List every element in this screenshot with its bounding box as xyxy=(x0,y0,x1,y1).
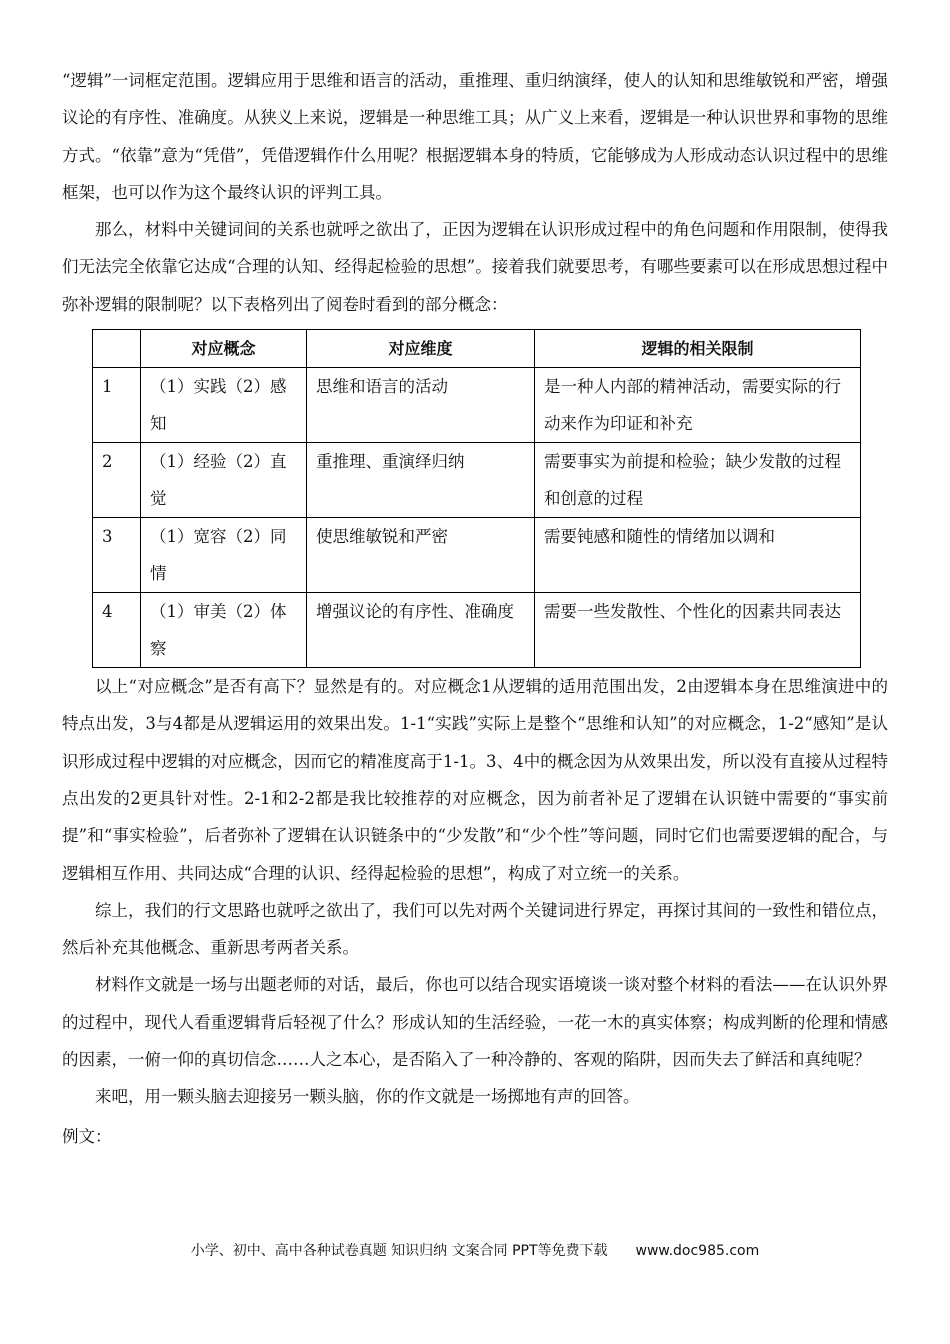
table-cell-limit: 需要钝感和随性的情绪加以调和 xyxy=(535,518,861,593)
table-row xyxy=(93,368,861,443)
concept-table xyxy=(92,329,861,668)
paragraph-concept-ranking: 以上“对应概念”是否有高下？显然是有的。对应概念1从逻辑的适用范围出发，2由逻辑本身在思维演进中的特点出发，3与4都是从逻辑运用的效果出发。1-1“实践”实际上是整个“思维和认知”的对应概念，1-2“感知”是认识形成过程中逻辑的对应概念，因而它的精准度高于1-1。3、4中的概念因为从效果出发，所以没有直接从过程特点出发的2更具针对性。2-1和2-2都是我比较推荐的对应概念，因为前者补足了逻辑在认识链中需要的“事实前提”和“事实检验”，后者弥补了逻辑在认识链条中的“少发散”和“少个性”等问题，同时它们也需要逻辑的配合，与逻辑相互作用、共同达成“合理的认识、经得起检验的思想”，构成了对立统一的关系。 xyxy=(62,677,888,883)
table-header-concept: 对应概念 xyxy=(141,330,307,368)
example-label: 例文： xyxy=(62,1126,112,1146)
table-cell-concept: （1）实践（2）感知 xyxy=(141,368,307,443)
table-header-dimension: 对应维度 xyxy=(307,330,535,368)
table-cell-dimension: 增强议论的有序性、准确度 xyxy=(307,593,535,668)
document-page xyxy=(62,62,888,1155)
table-cell-dimension: 思维和语言的活动 xyxy=(307,368,535,443)
table-header-row xyxy=(93,330,861,368)
table-cell-limit: 是一种人内部的精神活动，需要实际的行动来作为印证和补充 xyxy=(535,368,861,443)
table-cell-index: 2 xyxy=(93,443,141,518)
table-row xyxy=(93,518,861,593)
table-header-index xyxy=(93,330,141,368)
table-header-limit: 逻辑的相关限制 xyxy=(535,330,861,368)
table-cell-index: 3 xyxy=(93,518,141,593)
table-cell-limit: 需要事实为前提和检验；缺少发散的过程和创意的过程 xyxy=(535,443,861,518)
paragraph-logic-definition: “逻辑”一词框定范围。逻辑应用于思维和语言的活动，重推理、重归纳演绎，使人的认知和思维敏锐和严密，增强议论的有序性、准确度。从狭义上来说，逻辑是一种思维工具；从广义上来看，逻辑是一种认识世界和事物的思维方式。“依靠”意为“凭借”，凭借逻辑作什么用呢？根据逻辑本身的特质，它能够成为人形成动态认识过程中的思维框架，也可以作为这个最终认识的评判工具。 xyxy=(62,71,888,202)
table-cell-index: 1 xyxy=(93,368,141,443)
table-cell-limit: 需要一些发散性、个性化的因素共同表达 xyxy=(535,593,861,668)
table-row xyxy=(93,593,861,668)
table-row xyxy=(93,443,861,518)
table-cell-concept: （1）宽容（2）同情 xyxy=(141,518,307,593)
paragraph-closing: 来吧，用一颗头脑去迎接另一颗头脑，你的作文就是一场掷地有声的回答。 xyxy=(95,1087,640,1107)
table-cell-concept: （1）审美（2）体察 xyxy=(141,593,307,668)
table-cell-dimension: 重推理、重演绎归纳 xyxy=(307,443,535,518)
table-cell-index: 4 xyxy=(93,593,141,668)
table-cell-dimension: 使思维敏锐和严密 xyxy=(307,518,535,593)
paragraph-summary: 综上，我们的行文思路也就呼之欲出了，我们可以先对两个关键词进行界定，再探讨其间的一致性和错位点，然后补充其他概念、重新思考两者关系。 xyxy=(62,900,888,958)
paragraph-relation: 那么，材料中关键词间的关系也就呼之欲出了，正因为逻辑在认识形成过程中的角色问题和作用限制，使得我们无法完全依靠它达成“合理的认知、经得起检验的思想”。接着我们就要思考，有哪些要素可以在形成思想过程中弥补逻辑的限制呢？以下表格列出了阅卷时看到的部分概念： xyxy=(62,220,888,314)
table-cell-concept: （1）经验（2）直觉 xyxy=(141,443,307,518)
paragraph-dialogue: 材料作文就是一场与出题老师的对话，最后，你也可以结合现实语境谈一谈对整个材料的看法——在认识外界的过程中，现代人看重逻辑背后轻视了什么？形成认知的生活经验，一花一木的真实体察；构成判断的伦理和情感的因素，一俯一仰的真切信念……人之本心，是否陷入了一种冷静的、客观的陷阱，因而失去了鲜活和真纯呢？ xyxy=(62,975,888,1070)
page-footer: 小学、初中、高中各种试卷真题 知识归纳 文案合同 PPT等免费下载 www.doc985.com xyxy=(190,1243,760,1259)
